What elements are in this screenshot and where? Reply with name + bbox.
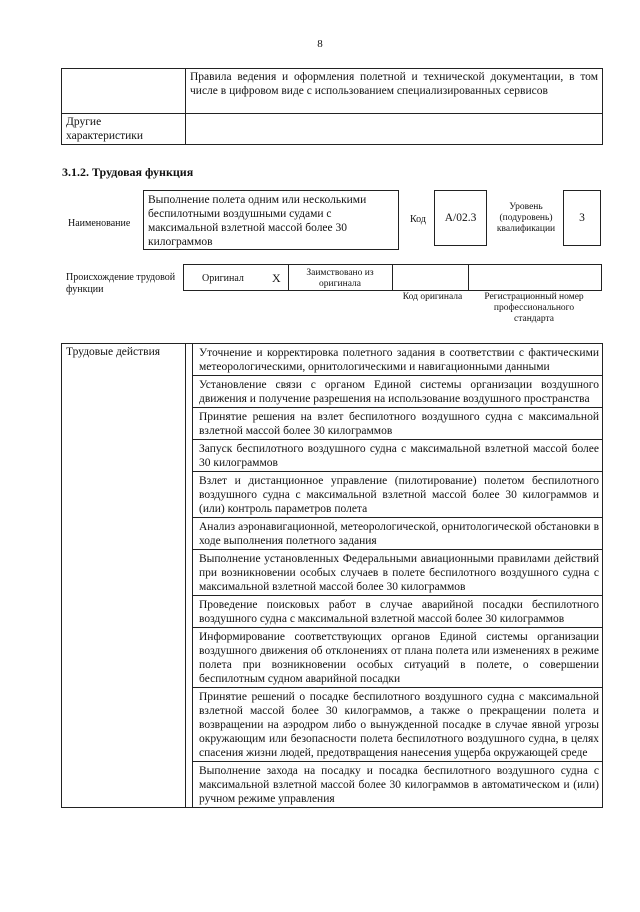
page-number: 8 bbox=[317, 38, 323, 50]
original-label: Оригинал bbox=[202, 273, 244, 284]
table-row bbox=[62, 344, 603, 808]
function-name-value: Выполнение полета одним или несколькими беспилотными воздушными судами с максимальной взлетной массой более 30 килограммов bbox=[143, 190, 399, 250]
qualification-level-value: 3 bbox=[563, 190, 601, 246]
table-cell-value: Правила ведения и оформления полетной и технической документации, в том числе в цифровом виде с использованием специализированных сервисов bbox=[186, 69, 603, 114]
list-item: Анализ аэронавигационной, метеорологической, орнитологической обстановки в ходе выполнения полетного задания bbox=[192, 517, 602, 549]
code-original-label: Код оригинала bbox=[402, 292, 463, 302]
table-row bbox=[62, 69, 603, 114]
table-row bbox=[62, 114, 603, 145]
reg-number-label: Регистрационный номер профессионального стандарта bbox=[484, 292, 584, 324]
borrowed-label: Заимствовано из оригинала bbox=[306, 268, 374, 289]
list-item: Установление связи с органом Единой системы организации воздушного движения и получение разрешения на использование воздушного пространства bbox=[192, 375, 602, 407]
table-cell-label bbox=[62, 69, 186, 114]
knowledge-table bbox=[61, 68, 603, 145]
code-original-cell bbox=[392, 264, 469, 291]
table-cell-label: Другие характеристики bbox=[62, 114, 186, 145]
list-item: Запуск беспилотного воздушного судна с максимальной взлетной массой более 30 килограммов bbox=[192, 439, 602, 471]
labor-actions-list bbox=[186, 344, 603, 808]
list-item: Выполнение захода на посадку и посадка беспилотного воздушного судна с максимальной взлетной массой более 30 килограммов в автоматическом и (или) ручном режиме управления bbox=[192, 761, 602, 807]
code-label: Код bbox=[410, 214, 426, 225]
labor-actions-label: Трудовые действия bbox=[62, 344, 186, 808]
list-item: Уточнение и корректировка полетного задания в соответствии с фактическими метеорологическими, орнитологическими и навигационными данными bbox=[192, 344, 602, 375]
list-item: Принятие решения на взлет беспилотного воздушного судна с максимальной взлетной массой более 30 килограммов bbox=[192, 407, 602, 439]
code-value: A/02.3 bbox=[434, 190, 487, 246]
list-item: Взлет и дистанционное управление (пилотирование) полетом беспилотного воздушного судна с максимальной взлетной массой более 30 килограммов и (или) контроль параметров полета bbox=[192, 471, 602, 517]
list-item: Выполнение установленных Федеральными авиационными правилами действий при возникновении особых случаев в полете беспилотного воздушного судна с максимальной взлетной массой более 30 килограммов bbox=[192, 549, 602, 595]
origin-box bbox=[183, 264, 602, 291]
list-item: Информирование соответствующих органов Единой системы организации воздушного движения об отклонениях от плана полета или изменениях в режиме полета при возникновении особых ситуаций в полете, о совершении беспилотным судном аварийной посадки bbox=[192, 627, 602, 687]
name-label: Наименование bbox=[68, 218, 131, 229]
section-heading: 3.1.2. Трудовая функция bbox=[62, 165, 194, 179]
original-mark: X bbox=[272, 271, 281, 285]
qualification-level-label: Уровень (подуровень) квалификации bbox=[496, 202, 556, 234]
table-cell-value bbox=[186, 114, 603, 145]
list-item: Принятие решений о посадке беспилотного воздушного судна с максимальной взлетной массой более 30 килограммов, а также о прекращении полета и возвращении на аэродром либо о вынужденной посадке в случае явной угрозы окружающим или безопасности полета беспилотного воздушного судна, в целях спасения жизни людей, предотвращения нанесения ущерба окружающей среде bbox=[192, 687, 602, 761]
labor-actions-table bbox=[61, 343, 603, 808]
origin-label: Происхождение трудовой функции bbox=[66, 272, 176, 295]
list-item: Проведение поисковых работ в случае аварийной посадки беспилотного воздушного судна с максимальной взлетной массой более 30 килограммов bbox=[192, 595, 602, 627]
